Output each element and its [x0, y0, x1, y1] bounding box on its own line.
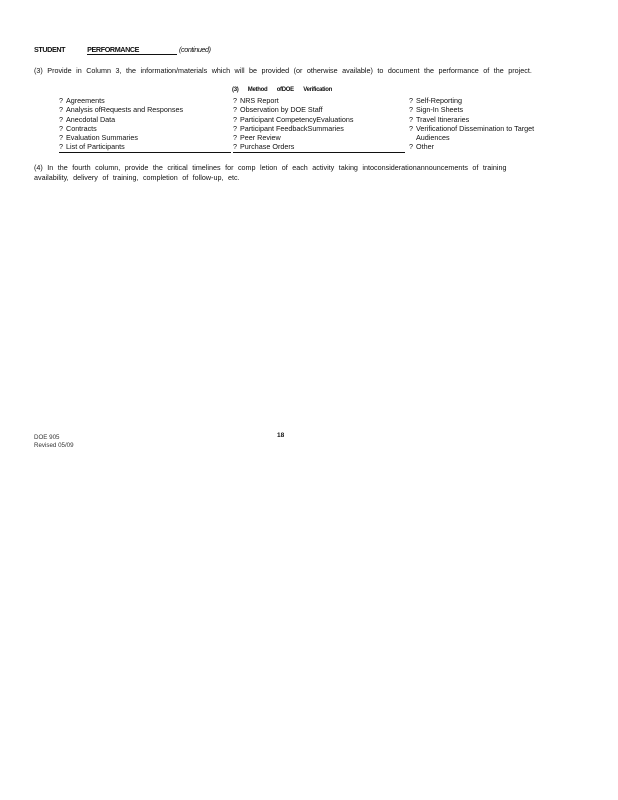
footer-form-id: DOE 905 — [34, 434, 60, 441]
paragraph-4 — [34, 163, 506, 182]
bullet-icon: ? — [59, 133, 63, 143]
verification-list-column-3 — [409, 96, 579, 152]
bullet-icon: ? — [59, 96, 63, 105]
list-item: ? Anecdotal Data — [59, 114, 116, 124]
bullet-icon: ? — [409, 96, 413, 105]
heading-word-performance: PERFORMANCE — [87, 45, 177, 55]
heading-continued-note: (continued) — [179, 45, 211, 54]
heading-word-student: STUDENT — [34, 45, 66, 54]
list-item-continuation: Audiences — [416, 133, 450, 143]
list-item: ? Contracts — [59, 123, 97, 133]
verification-list-column-1 — [59, 96, 231, 153]
bullet-icon: ? — [59, 142, 63, 152]
list-item: ? Purchase Orders — [233, 142, 295, 152]
list-item: ? Participant FeedbackSummaries — [233, 123, 344, 133]
paragraph-4-line-2: availability, delivery of training, completion of follow-up, etc. — [34, 172, 240, 182]
bullet-icon: ? — [59, 123, 63, 133]
list-item: ? Sign-In Sheets — [409, 105, 464, 115]
list-item: ? Travel Itineraries — [409, 114, 470, 124]
list-item: ? List of Participants — [59, 142, 125, 152]
page-number: 18 — [277, 432, 285, 439]
bullet-icon: ? — [233, 123, 237, 133]
page-footer — [34, 434, 74, 449]
list-item: ? Peer Review — [233, 133, 281, 143]
bullet-icon: ? — [233, 114, 237, 124]
list-item: ? Observation by DOE Staff — [233, 105, 323, 115]
list-item: ? Agreements — [59, 96, 105, 105]
paragraph-4-line-1: (4) In the fourth column, provide the critical timelines for comp letion of each activity taking intoconsiderationannouncements of training — [34, 163, 507, 172]
column-3-title: (3) Method ofDOE Verification — [232, 87, 332, 93]
list-item: ? Verificationof Dissemination to Target — [409, 123, 535, 133]
verification-list-column-2 — [233, 96, 405, 153]
bullet-icon: ? — [59, 105, 63, 115]
list-item: ? NRS Report — [233, 96, 279, 105]
section-heading — [34, 45, 211, 55]
list-item: ? Participant CompetencyEvaluations — [233, 114, 354, 124]
bullet-icon: ? — [409, 114, 413, 124]
bullet-icon: ? — [233, 96, 237, 105]
bullet-icon: ? — [233, 142, 237, 152]
bullet-icon: ? — [409, 142, 413, 152]
list-item: ? Analysis ofRequests and Responses — [59, 105, 184, 115]
footer-revised-date: Revised 05/09 — [34, 441, 74, 449]
bullet-icon: ? — [59, 114, 63, 124]
bullet-icon: ? — [409, 105, 413, 115]
list-item: ? Evaluation Summaries — [59, 133, 138, 143]
list-item: ? Other — [409, 142, 434, 152]
bullet-icon: ? — [233, 105, 237, 115]
bullet-icon: ? — [409, 123, 413, 133]
paragraph-3: (3) Provide in Column 3, the information/materials which will be provided (or otherwise available) to document the performance of the project. — [34, 66, 532, 75]
list-item: ? Self-Reporting — [409, 96, 462, 105]
bullet-icon: ? — [233, 133, 237, 143]
